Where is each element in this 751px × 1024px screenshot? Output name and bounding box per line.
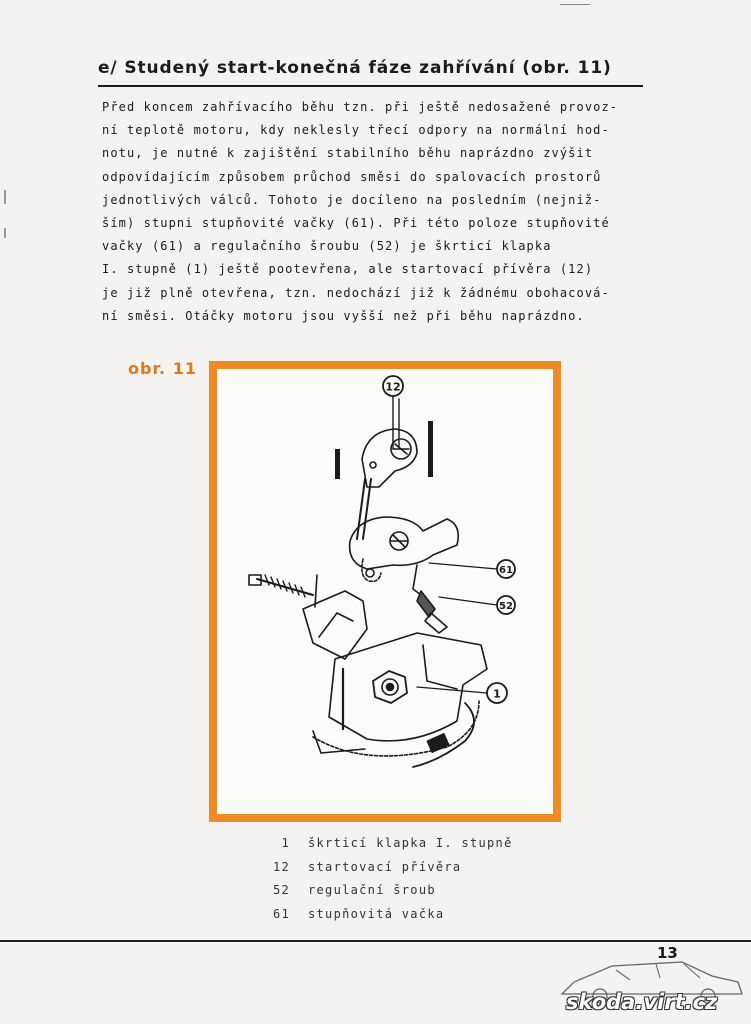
- base-edge: [313, 731, 365, 753]
- leader-line: [429, 563, 497, 569]
- footer-rule: [0, 940, 751, 942]
- body-line: notu, je nutné k zajištění stabilního běhu naprázdno zvýšit: [102, 146, 594, 161]
- flap-bar: [335, 449, 340, 479]
- legend-item: [262, 856, 513, 880]
- housing-block: [303, 591, 367, 659]
- cam-lever: [350, 517, 459, 569]
- callout-label: 12: [385, 380, 401, 394]
- legend-text: stupňovitá vačka: [308, 906, 445, 921]
- body-line: I. stupně (1) ještě pootevřena, ale startovací přívěra (12): [102, 262, 594, 277]
- bracket-edge: [315, 575, 317, 607]
- heading-underline: [98, 85, 643, 87]
- callout-label: 52: [499, 601, 513, 612]
- callout-label: 1: [493, 687, 501, 701]
- figure-frame: [209, 361, 561, 822]
- body-edge: [423, 645, 457, 689]
- watermark-text: skoda.virt.cz: [566, 990, 718, 1014]
- cam-arm: [413, 565, 421, 595]
- spring-coils: [265, 575, 305, 597]
- body-line: Před koncem zahřívacího běhu tzn. při ještě nedosažené provoz-: [102, 100, 619, 114]
- shaft-center: [387, 684, 394, 691]
- pin: [370, 462, 376, 468]
- body-line: jednotlivých válců. Tohoto je docíleno na posledním (nejniž-: [102, 192, 602, 207]
- housing-edge: [319, 613, 353, 637]
- legend-item: [262, 832, 513, 856]
- margin-mark: [4, 228, 6, 238]
- sector-slot: [427, 734, 448, 752]
- body-line: ní směsi. Otáčky motoru jsou vyšší než při běhu naprázdno.: [102, 308, 585, 323]
- figure-label: obr. 11: [128, 359, 197, 378]
- legend-item: [262, 879, 513, 903]
- body-line: odpovídajícím způsobem průchod směsi do spalovacích prostorů: [102, 169, 602, 184]
- body-line: je již plně otevřena, tzn. nedochází již k žádnému obohacová-: [102, 285, 610, 300]
- leader-line: [439, 597, 497, 605]
- page-number: 13: [657, 944, 678, 962]
- hidden-edge: [362, 559, 381, 581]
- legend-text: startovací přívěra: [308, 859, 462, 874]
- pin: [366, 569, 374, 577]
- top-edge-mark: [560, 0, 590, 5]
- body-line: ším) stupni stupňovité vačky (61). Při této poloze stupňovité: [102, 216, 610, 231]
- body-line: ní teplotě motoru, kdy neklesly třecí odpory na normální hod-: [102, 123, 610, 138]
- section-heading: e/ Studený start-konečná fáze zahřívání (obr. 11): [98, 58, 612, 78]
- choke-lever: [362, 429, 417, 487]
- legend-number: 61: [272, 906, 290, 921]
- margin-mark: [4, 190, 6, 204]
- flap-bar: [428, 421, 433, 477]
- screw-head: [425, 613, 447, 633]
- legend-item: [262, 903, 513, 927]
- legend-number: 12: [272, 859, 290, 874]
- legend-text: škrticí klapka I. stupně: [308, 836, 513, 850]
- body-paragraph: [102, 96, 672, 328]
- body-line: vačky (61) a regulačního šroubu (52) je škrticí klapka: [102, 239, 552, 254]
- legend-number: 52: [272, 883, 290, 897]
- carburetor-diagram: [217, 369, 553, 814]
- legend-number: 1: [281, 836, 290, 850]
- figure-legend: [262, 832, 513, 926]
- callout-label: 61: [499, 565, 513, 576]
- legend-text: regulační šroub: [308, 883, 436, 897]
